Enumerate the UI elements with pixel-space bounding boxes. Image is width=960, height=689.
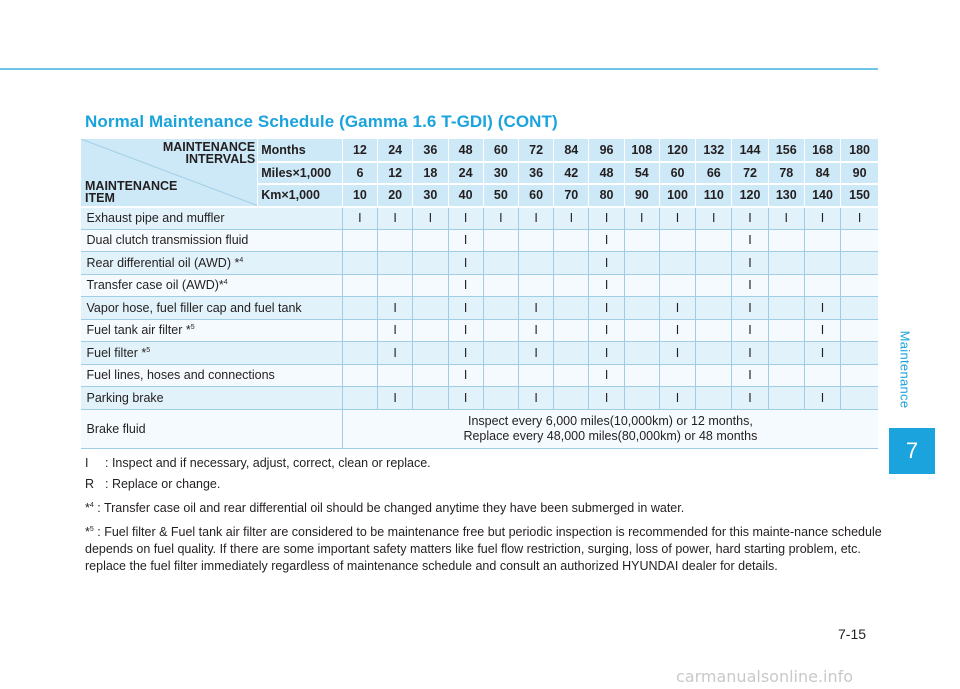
interval-value: 130 xyxy=(768,184,804,207)
interval-value: 96 xyxy=(589,139,624,162)
schedule-cell: I xyxy=(732,207,768,230)
interval-value: 42 xyxy=(554,162,589,185)
interval-value: 120 xyxy=(732,184,768,207)
schedule-cell xyxy=(624,274,659,297)
schedule-cell: I xyxy=(378,342,413,365)
legend-inspect: I : Inspect and if necessary, adjust, correct, clean or replace. xyxy=(85,456,431,470)
schedule-cell: I xyxy=(589,297,624,320)
schedule-cell: I xyxy=(589,252,624,275)
interval-value: 180 xyxy=(841,139,878,162)
schedule-cell xyxy=(378,274,413,297)
schedule-cell xyxy=(378,364,413,387)
interval-value: 110 xyxy=(696,184,732,207)
interval-value: 72 xyxy=(518,139,553,162)
schedule-cell xyxy=(659,252,695,275)
schedule-cell xyxy=(768,274,804,297)
schedule-cell xyxy=(624,387,659,410)
schedule-cell xyxy=(624,342,659,365)
schedule-cell xyxy=(554,252,589,275)
maintenance-item-label: Exhaust pipe and muffler xyxy=(81,207,343,230)
interval-value: 18 xyxy=(413,162,448,185)
schedule-cell xyxy=(342,387,377,410)
interval-value: 60 xyxy=(659,162,695,185)
interval-unit-label: Km×1,000 xyxy=(258,184,343,207)
schedule-cell: I xyxy=(448,252,483,275)
interval-value: 84 xyxy=(554,139,589,162)
schedule-cell: I xyxy=(518,387,553,410)
schedule-cell: I xyxy=(732,252,768,275)
schedule-cell xyxy=(342,274,377,297)
interval-value: 6 xyxy=(342,162,377,185)
schedule-cell xyxy=(804,252,840,275)
schedule-cell xyxy=(483,319,518,342)
schedule-cell xyxy=(342,229,377,252)
schedule-cell xyxy=(841,364,878,387)
schedule-cell xyxy=(696,364,732,387)
schedule-cell xyxy=(483,342,518,365)
legend-replace: R : Replace or change. xyxy=(85,477,221,491)
schedule-cell xyxy=(624,297,659,320)
interval-value: 90 xyxy=(841,162,878,185)
schedule-cell xyxy=(659,229,695,252)
schedule-cell: I xyxy=(589,364,624,387)
page-title: Normal Maintenance Schedule (Gamma 1.6 T-GDI) (CONT) xyxy=(85,112,558,131)
watermark: carmanualsonline.info xyxy=(676,667,854,686)
schedule-cell xyxy=(696,252,732,275)
schedule-cell: I xyxy=(804,387,840,410)
schedule-cell: I xyxy=(589,319,624,342)
table-row xyxy=(81,364,879,387)
schedule-cell xyxy=(554,364,589,387)
interval-unit-label: Months xyxy=(258,139,343,162)
schedule-cell xyxy=(554,274,589,297)
schedule-cell xyxy=(696,297,732,320)
schedule-cell: I xyxy=(448,342,483,365)
schedule-cell xyxy=(696,229,732,252)
schedule-cell: I xyxy=(624,207,659,230)
table-row xyxy=(81,207,879,230)
schedule-cell xyxy=(342,319,377,342)
interval-value: 20 xyxy=(378,184,413,207)
maintenance-item-label: Fuel tank air filter *$^5$ xyxy=(81,319,343,342)
schedule-cell xyxy=(768,252,804,275)
schedule-cell: I xyxy=(768,207,804,230)
schedule-cell: I xyxy=(804,342,840,365)
interval-value: 84 xyxy=(804,162,840,185)
corner-intervals-label: MAINTENANCE INTERVALS xyxy=(162,140,256,166)
table-row xyxy=(81,252,879,275)
maintenance-schedule-table xyxy=(80,139,878,449)
schedule-cell xyxy=(841,252,878,275)
schedule-cell: I xyxy=(518,297,553,320)
interval-value: 156 xyxy=(768,139,804,162)
interval-value: 140 xyxy=(804,184,840,207)
interval-value: 50 xyxy=(483,184,518,207)
maintenance-item-label: Vapor hose, fuel filler cap and fuel tank xyxy=(81,297,343,320)
schedule-cell: I xyxy=(448,319,483,342)
table-row xyxy=(81,319,879,342)
schedule-cell xyxy=(841,342,878,365)
schedule-cell: I xyxy=(589,342,624,365)
interval-value: 70 xyxy=(554,184,589,207)
interval-value: 24 xyxy=(378,139,413,162)
schedule-cell: I xyxy=(732,342,768,365)
schedule-cell xyxy=(804,229,840,252)
interval-unit-label: Miles×1,000 xyxy=(258,162,343,185)
table-row xyxy=(81,229,879,252)
interval-value: 144 xyxy=(732,139,768,162)
interval-value: 100 xyxy=(659,184,695,207)
interval-value: 36 xyxy=(413,139,448,162)
schedule-cell xyxy=(483,364,518,387)
page-number: 7-15 xyxy=(838,626,867,642)
schedule-cell xyxy=(696,319,732,342)
interval-value: 24 xyxy=(448,162,483,185)
interval-value: 72 xyxy=(732,162,768,185)
schedule-cell: I xyxy=(659,387,695,410)
interval-value: 36 xyxy=(518,162,553,185)
schedule-cell: I xyxy=(804,207,840,230)
interval-value: 168 xyxy=(804,139,840,162)
schedule-cell: I xyxy=(448,364,483,387)
schedule-cell xyxy=(768,342,804,365)
schedule-cell xyxy=(841,319,878,342)
interval-header-row xyxy=(81,139,879,162)
maintenance-item-label: Transfer case oil (AWD)*$^4$ xyxy=(81,274,343,297)
table-row xyxy=(81,297,879,320)
schedule-cell xyxy=(624,319,659,342)
schedule-cell: I xyxy=(659,297,695,320)
interval-value: 48 xyxy=(589,162,624,185)
interval-value: 66 xyxy=(696,162,732,185)
maintenance-item-label: Dual clutch transmission fluid xyxy=(81,229,343,252)
schedule-cell: I xyxy=(518,207,553,230)
schedule-cell: I xyxy=(659,207,695,230)
schedule-cell xyxy=(841,274,878,297)
schedule-cell xyxy=(483,252,518,275)
schedule-cell xyxy=(841,387,878,410)
interval-value: 48 xyxy=(448,139,483,162)
schedule-cell xyxy=(518,274,553,297)
schedule-cell xyxy=(413,297,448,320)
schedule-cell xyxy=(483,297,518,320)
interval-value: 12 xyxy=(342,139,377,162)
schedule-cell xyxy=(659,364,695,387)
schedule-cell: I xyxy=(732,274,768,297)
schedule-cell xyxy=(841,229,878,252)
schedule-cell xyxy=(413,387,448,410)
table-corner-header xyxy=(81,139,258,207)
interval-value: 80 xyxy=(589,184,624,207)
interval-value: 12 xyxy=(378,162,413,185)
schedule-cell xyxy=(413,342,448,365)
brake-fluid-note: Inspect every 6,000 miles(10,000km) or 12 months, Replace every 48,000 miles(80,000km) or 48 months xyxy=(342,409,878,448)
schedule-cell xyxy=(624,364,659,387)
schedule-cell: I xyxy=(483,207,518,230)
schedule-cell: I xyxy=(804,319,840,342)
schedule-cell: I xyxy=(804,297,840,320)
interval-value: 40 xyxy=(448,184,483,207)
schedule-cell xyxy=(554,342,589,365)
interval-value: 78 xyxy=(768,162,804,185)
schedule-cell xyxy=(518,229,553,252)
schedule-cell xyxy=(378,252,413,275)
schedule-cell xyxy=(413,252,448,275)
schedule-cell: I xyxy=(378,387,413,410)
legend-note-4: *$^4$ : Transfer case oil and rear differential oil should be changed anytime they have been submerged in water. xyxy=(85,501,685,515)
schedule-cell xyxy=(554,229,589,252)
interval-value: 60 xyxy=(483,139,518,162)
schedule-cell xyxy=(768,364,804,387)
schedule-cell: I xyxy=(448,207,483,230)
schedule-cell xyxy=(768,319,804,342)
interval-value: 54 xyxy=(624,162,659,185)
schedule-cell xyxy=(342,297,377,320)
schedule-cell xyxy=(413,364,448,387)
schedule-cell xyxy=(768,297,804,320)
schedule-cell xyxy=(768,387,804,410)
table-row-brake-fluid xyxy=(81,409,879,448)
table-row xyxy=(81,274,879,297)
schedule-cell: I xyxy=(589,229,624,252)
schedule-cell: I xyxy=(589,207,624,230)
schedule-cell xyxy=(518,364,553,387)
table-row xyxy=(81,387,879,410)
schedule-cell xyxy=(804,274,840,297)
schedule-cell xyxy=(342,364,377,387)
maintenance-item-label: Brake fluid xyxy=(81,409,343,448)
schedule-cell: I xyxy=(378,297,413,320)
schedule-cell: I xyxy=(448,387,483,410)
maintenance-item-label: Fuel lines, hoses and connections xyxy=(81,364,343,387)
schedule-cell: I xyxy=(732,319,768,342)
section-tab-number: 7 xyxy=(889,428,935,474)
schedule-cell: I xyxy=(448,229,483,252)
maintenance-item-label: Fuel filter *$^5$ xyxy=(81,342,343,365)
schedule-cell xyxy=(696,274,732,297)
schedule-cell xyxy=(413,274,448,297)
interval-value: 90 xyxy=(624,184,659,207)
schedule-cell xyxy=(696,387,732,410)
table-row xyxy=(81,342,879,365)
schedule-cell xyxy=(413,319,448,342)
schedule-cell xyxy=(554,319,589,342)
schedule-cell xyxy=(804,364,840,387)
legend-note-5: *$^5$ : Fuel filter & Fuel tank air filter are considered to be maintenance free but periodic inspection is recommended for this mainte-nance schedule depends on fuel quality. If there are some important safety matters like fuel flow restriction, surging, loss of power, hard starting problem, etc. replace the fuel filter immediately regardless of maintenance schedule and consult an authorized HYUNDAI dealer for details. xyxy=(85,525,882,573)
schedule-cell xyxy=(342,252,377,275)
schedule-cell xyxy=(624,252,659,275)
schedule-cell xyxy=(483,229,518,252)
interval-value: 132 xyxy=(696,139,732,162)
schedule-cell: I xyxy=(413,207,448,230)
schedule-cell xyxy=(624,229,659,252)
section-tab-label xyxy=(878,310,932,428)
interval-value: 120 xyxy=(659,139,695,162)
maintenance-item-label: Rear differential oil (AWD) *$^4$ xyxy=(81,252,343,275)
legend xyxy=(85,455,885,579)
schedule-cell xyxy=(554,387,589,410)
maintenance-item-label: Parking brake xyxy=(81,387,343,410)
schedule-cell: I xyxy=(732,297,768,320)
interval-value: 60 xyxy=(518,184,553,207)
interval-value: 150 xyxy=(841,184,878,207)
schedule-cell xyxy=(483,387,518,410)
top-divider xyxy=(0,68,878,70)
schedule-cell: I xyxy=(841,207,878,230)
schedule-cell: I xyxy=(448,274,483,297)
schedule-cell: I xyxy=(732,229,768,252)
schedule-cell: I xyxy=(696,207,732,230)
interval-value: 30 xyxy=(483,162,518,185)
schedule-cell: I xyxy=(732,364,768,387)
schedule-cell: I xyxy=(589,387,624,410)
schedule-cell xyxy=(342,342,377,365)
schedule-cell: I xyxy=(732,387,768,410)
schedule-cell: I xyxy=(659,342,695,365)
schedule-cell: I xyxy=(518,342,553,365)
schedule-cell xyxy=(659,274,695,297)
schedule-cell: I xyxy=(342,207,377,230)
section-label-text: Maintenance xyxy=(897,330,913,408)
schedule-cell xyxy=(378,229,413,252)
schedule-cell xyxy=(518,252,553,275)
schedule-cell xyxy=(483,274,518,297)
schedule-cell xyxy=(696,342,732,365)
interval-value: 10 xyxy=(342,184,377,207)
interval-value: 30 xyxy=(413,184,448,207)
schedule-cell: I xyxy=(589,274,624,297)
schedule-cell: I xyxy=(518,319,553,342)
schedule-cell xyxy=(554,297,589,320)
schedule-cell: I xyxy=(659,319,695,342)
corner-item-label: MAINTENANCE ITEM xyxy=(85,178,178,205)
schedule-cell xyxy=(841,297,878,320)
schedule-cell: I xyxy=(448,297,483,320)
schedule-cell: I xyxy=(378,319,413,342)
interval-value: 108 xyxy=(624,139,659,162)
schedule-cell: I xyxy=(378,207,413,230)
schedule-cell: I xyxy=(554,207,589,230)
schedule-cell xyxy=(413,229,448,252)
schedule-cell xyxy=(768,229,804,252)
